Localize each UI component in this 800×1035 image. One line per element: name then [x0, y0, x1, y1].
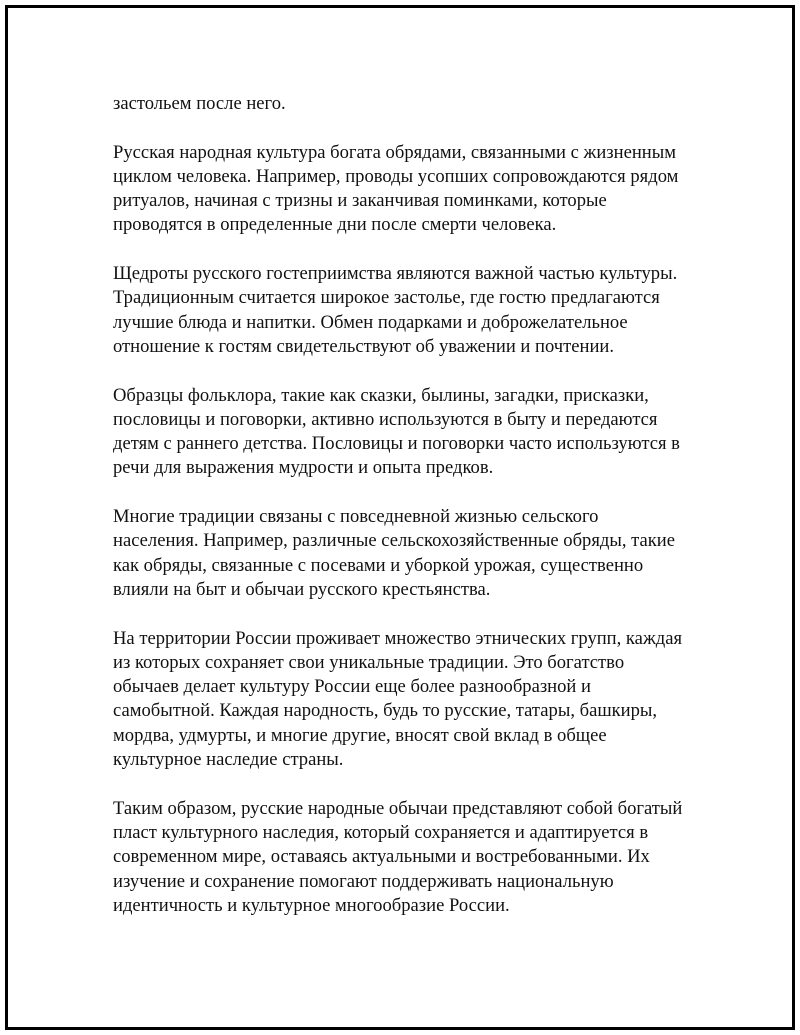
text-line: самобытной. Каждая народность, будь то русские, татары, башкиры, [113, 700, 658, 722]
paragraph [113, 262, 693, 359]
text-line: Многие традиции связаны с повседневной жизнью сельского [113, 506, 599, 528]
text-line: мордва, удмурты, и многие другие, вносят свой вклад в общее [113, 724, 607, 746]
text-line: как обряды, связанные с посевами и уборкой урожая, существенно [113, 554, 644, 576]
text-line: ритуалов, начиная с тризны и заканчивая поминками, которые [113, 190, 607, 212]
paragraph [113, 505, 693, 602]
text-line: культурное наследие страны. [113, 749, 344, 771]
text-line: пословицы и поговорки, активно используются в быту и передаются [113, 408, 658, 430]
text-line: отношение к гостям свидетельствуют об уважении и почтении. [113, 335, 615, 357]
text-line: лучшие блюда и напитки. Обмен подарками и доброжелательное [113, 311, 628, 333]
text-line: современном мире, оставаясь актуальными и востребованными. Их [113, 846, 650, 868]
paragraph [113, 797, 693, 918]
text-line: влияли на быт и обычаи русского крестьянства. [113, 578, 491, 600]
paragraph [113, 92, 693, 116]
text-line: циклом человека. Например, проводы усопших сопровождаются рядом [113, 165, 679, 187]
text-line: пласт культурного наследия, который сохраняется и адаптируется в [113, 821, 649, 843]
text-line: Образцы фольклора, такие как сказки, былины, загадки, присказки, [113, 384, 649, 406]
text-line: Щедроты русского гостеприимства являются важной частью культуры. [113, 263, 678, 285]
text-line: детям с раннего детства. Пословицы и поговорки часто используются в [113, 433, 680, 455]
paragraph [113, 141, 693, 238]
text-line: Таким образом, русские народные обычаи представляют собой богатый [113, 797, 683, 819]
text-line: изучение и сохранение помогают поддерживать национальную [113, 870, 614, 892]
text-line: проводятся в определенные дни после смерти человека. [113, 214, 557, 236]
text-line: Русская народная культура богата обрядами, связанными с жизненным [113, 141, 676, 163]
text-line: обычаев делает культуру России еще более разнообразной и [113, 676, 591, 698]
text-line: идентичность и культурное многообразие России. [113, 894, 510, 916]
paragraph [113, 627, 693, 773]
text-line: застольем после него. [113, 93, 286, 114]
text-line: населения. Например, различные сельскохозяйственные обряды, такие [113, 530, 675, 552]
text-line: Традиционным считается широкое застолье, где гостю предлагаются [113, 287, 660, 309]
text-line: На территории России проживает множество этнических групп, каждая [113, 627, 683, 649]
text-line: речи для выражения мудрости и опыта предков. [113, 457, 494, 479]
paragraph [113, 384, 693, 481]
text-line: из которых сохраняет свои уникальные традиции. Это богатство [113, 651, 625, 673]
document-body [113, 92, 693, 942]
